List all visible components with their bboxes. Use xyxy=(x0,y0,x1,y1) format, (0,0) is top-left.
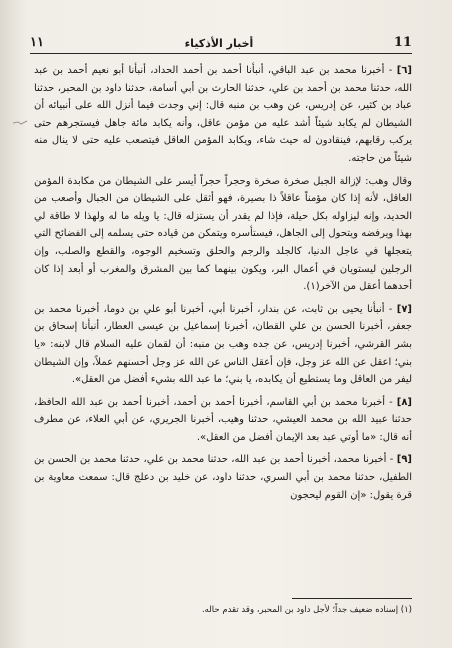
paragraph-6 xyxy=(34,62,412,168)
paragraph-9 xyxy=(34,451,412,504)
page-header xyxy=(30,28,412,54)
paragraph-8 xyxy=(34,394,412,447)
paragraph-text: - أخبرنا محمد بن عبد الباقي، أنبأنا أحمد بن أحمد الحداد، أنبأنا أبو نعيم أحمد بن عبد الله، حدثنا محمد بن أحمد بن علي، حدثنا الحارث بن أبي أسامة، حدثنا داود بن المحبر، حدثنا عباد بن كثير، عن إدريس، عن وهب بن منبه قال: إني وجدت فيما أنزل الله على أنبيائه أن الشيطان لم يكابد شيئاً أشد عليه من مؤمن عاقل، وأنه يكابد مائة جاهل فيستجرهم حتى يركب رقابهم، فينقادون له حيث شاء، ويكابد المؤمن العاقل فيتصعب عليه حتى لا ينال منه شيئاً من حاجته. xyxy=(34,65,412,164)
page-number-right: 11 xyxy=(393,35,412,50)
footnote: (١) إسناده ضعيف جداً؛ لأجل داود بن المحبر، وقد تقدم حاله. xyxy=(201,605,412,615)
paragraph-text: وقال وهب: لإزالة الجبل صخرة صخرة وحجراً حجراً أيسر على الشيطان من مكابدة المؤمن العاقل، لأنه إذا كان مؤمناً عاقلاً ذا بصيرة، فهو أثقل على الشيطان من الجبال وأصعب من الحديد، وإنه ليزاوله بكل حيلة، فإذا لم يقدر أن يستزله قال: يا ويله ما له ولهذا لا طاقة لي بهذا ويرفضه ويتحول إلى الجاهل، فيستأسره ويتمكن من قياده حتى يسلمه إلى الفضائح التي يتعجلها في عاجل الدنيا، كالجلد والرجم والحلق وتسخيم الوجوه، والقطع والصلب، وإن الرجلين ليستويان في أعمال البر، ويكون بينهما كما بين المشرق والمغرب أو أبعد إذا كان أحدهما أعقل من الآخر(١). xyxy=(34,175,412,293)
paragraph-text: - أخبرنا محمد، أخبرنا أحمد بن عبد الله، حدثنا محمد بن علي، حدثنا محمد بن الحسن بن الطفيل، حدثنا محمد بن أبي السري، حدثنا داود، عن خليد بن دعلج قال: سمعت معاوية بن قرة يقول: «إن القوم ليحجون xyxy=(34,454,412,501)
paragraph-wahb xyxy=(34,173,412,296)
footnote-divider xyxy=(292,598,412,599)
paragraph-text: - أخبرنا محمد بن أبي القاسم، أخبرنا أحمد بن أحمد، أخبرنا أحمد بن عبد الله الحافظ، حدثنا عبيد الله بن محمد العيشي، حدثنا وهيب، أخبرنا الجريري، عن أبي العلاء، عن مطرف أنه قال: «ما أوتي عبد بعد الإيمان أفضل من العقل». xyxy=(34,396,412,443)
narration-number: [٦] xyxy=(396,65,412,76)
narration-number: [٨] xyxy=(396,396,412,408)
narration-number: [٧] xyxy=(396,303,412,315)
running-title: أخبار الأذكياء xyxy=(184,37,254,50)
paragraph-text: - أنبأنا يحيى بن ثابت، عن بندار، أخبرنا أبي، أخبرنا أبو علي بن دوما، أخبرنا محمد بن جعفر، أخبرنا الحسن بن علي القطان، أخبرنا إسماعيل بن عيسى العطار، أنبأنا إسحاق بن بشر القرشي، أخبرنا إدريس، عن جده وهب بن منبه: أن لقمان عليه السلام قال لابنه: «يا بني؛ اعقل عن الله عز وجل، فإن أعقل الناس عن الله عز وجل أحسنهم عملاً، وإن الشيطان ليفر من العاقل وما يستطيع أن يكابده، يا بني؛ ما عبد الله بشيء أفضل من العقل». xyxy=(34,303,412,386)
main-text xyxy=(34,62,412,507)
page-number-left: ١١ xyxy=(30,35,44,50)
pencil-annotation-mark xyxy=(12,118,28,128)
narration-number: [٩] xyxy=(396,454,412,466)
paragraph-7 xyxy=(34,301,412,389)
